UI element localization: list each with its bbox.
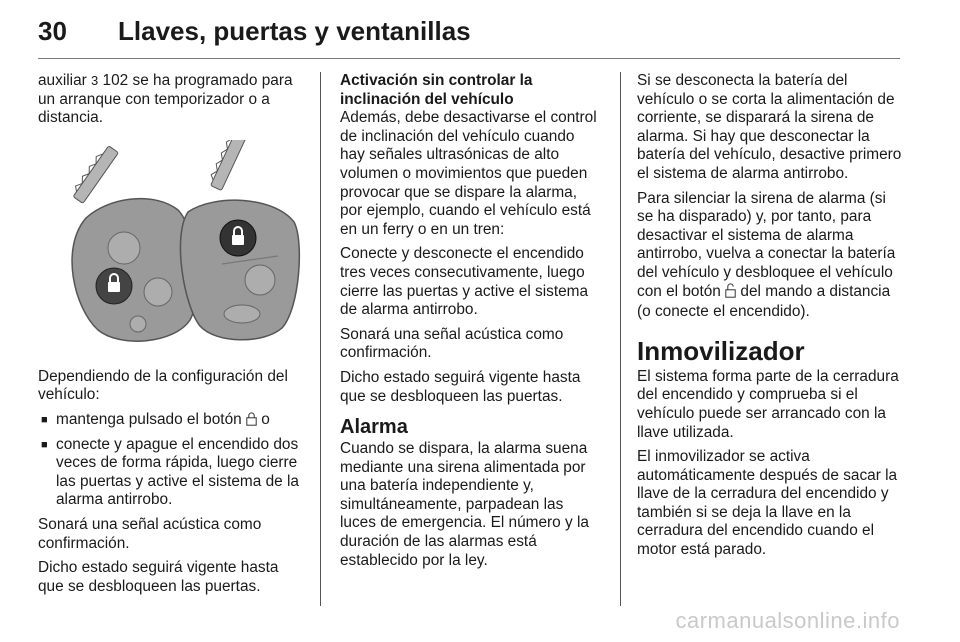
- watermark: carmanualsonline.info: [675, 608, 900, 633]
- immobilizer-heading: Inmovilizador: [637, 335, 805, 366]
- bullet-list: [38, 411, 304, 510]
- list-item: ■ conecte y apague el encendido dos veces de forma rápida, luego cierre las puertas y active el sistema de la alarma antirrobo.: [38, 436, 304, 510]
- intro-paragraph: auxiliar 3 102 se ha programado para un arranque con temporizador o a distancia.: [38, 72, 293, 127]
- lock-icon: [246, 412, 257, 432]
- paragraph: El sistema forma parte de la cerradura del encendido y comprueba si el vehículo puede ser arrancado con la llave utilizada.: [637, 367, 899, 441]
- paragraph: Sonará una señal acústica como confirmación.: [340, 325, 564, 362]
- chapter-title: Llaves, puertas y ventanillas: [118, 16, 471, 46]
- column-divider: [620, 72, 621, 606]
- key-fobs-illustration: [38, 140, 304, 354]
- subheading: Activación sin controlar la inclinación del vehículo: [340, 72, 533, 108]
- confirm-paragraph: Sonará una señal acústica como confirmación.: [38, 515, 262, 552]
- paragraph: El inmovilizador se activa automáticamente después de sacar la llave de la cerradura del encendido y también si se deja la llave en la cerradura del encendido cuando el motor está parado.: [637, 448, 898, 559]
- page-number: 30: [38, 16, 67, 46]
- column-3: [637, 72, 902, 566]
- header-divider: [38, 58, 900, 59]
- paragraph: Para silenciar la sirena de alarma (si se ha disparado) y, por tanto, para desactivar el sistema de alarma antirrobo, vuelva a conectar la batería del vehículo y desbloquee el vehículo con el botón del mando a distancia (o conecte el encendido).: [637, 189, 896, 321]
- paragraph: Si se desconecta la batería del vehículo o se corta la alimentación de corriente, se disparará la sirena de alarma. Si hay que desconectar la batería del vehículo, desactive primero el sistema de alarma antirrobo.: [637, 72, 902, 182]
- paragraph: Conecte y desconecte el encendido tres veces consecutivamente, luego cierre las puertas y active el sistema de alarma antirrobo.: [340, 245, 589, 319]
- unlock-icon: [725, 283, 736, 304]
- reference-arrow-icon: 3: [91, 73, 99, 88]
- config-paragraph: Dependiendo de la configuración del vehículo:: [38, 367, 288, 404]
- paragraph: Cuando se dispara, la alarma suena mediante una sirena alimentada por una batería independiente y, simultáneamente, parpadean las luces de emergencia. El número y la duración de las alarmas está establecido por la ley.: [340, 440, 589, 569]
- paragraph: Además, debe desactivarse el control de inclinación del vehículo cuando hay señales ultrasónicas de alto volumen o movimientos que pueden provocar que se dispare la alarma, por ejemplo, cuando el vehículo está en un ferry o en un tren:: [340, 109, 597, 238]
- column-divider: [320, 72, 321, 606]
- list-item: ■ mantenga pulsado el botón o: [38, 411, 304, 432]
- state-paragraph: Dicho estado seguirá vigente hasta que se desbloqueen las puertas.: [38, 559, 279, 595]
- column-2: [340, 72, 602, 576]
- alarm-heading: Alarma: [340, 416, 408, 439]
- column-1: [38, 72, 304, 602]
- paragraph: Dicho estado seguirá vigente hasta que se desbloqueen las puertas.: [340, 368, 581, 405]
- page-header: [38, 16, 918, 56]
